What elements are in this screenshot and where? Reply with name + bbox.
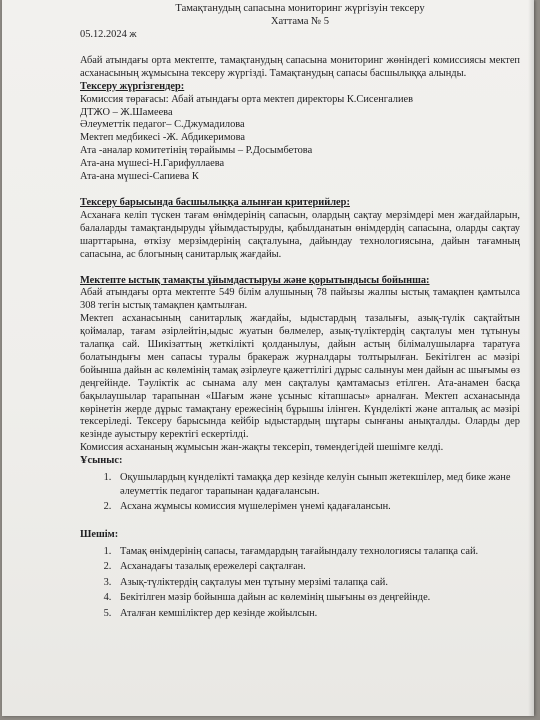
inspector-line: ДТЖО – Ж.Шамеева	[80, 106, 173, 118]
page-edge-shadow	[528, 0, 534, 716]
inspector-line: Ата -аналар комитетінің төрайымы – Р.Досымбетова	[80, 145, 313, 157]
inspector-line: Ата-ана мүшесі-Сапиева К	[80, 171, 199, 183]
organization-paragraph-1: Абай атындағы орта мектепте 549 білім алушының 78 пайызы жалпы ыстық тамақпен қамтылса 308 тегін ыстық тамақпен қамтылған.	[80, 287, 520, 312]
proposal-item: 2. Асхана жұмысы комиссия мүшелерімен үнемі қадағалансын.	[114, 500, 520, 514]
proposals-heading: Ұсыныс:	[80, 455, 123, 467]
decision-list	[80, 545, 520, 621]
decision-item: 2. Асханадағы тазалық ережелері сақталған.	[114, 560, 520, 574]
spacer	[80, 184, 520, 197]
criteria-paragraph: Асханаға келіп түскен тағам өнімдерінің сапасын, олардың сақтау мерзімдері мен жағдайларын, балаларды тамақтандыруды ұйымдастыруды, қабылданатын өнімдердің сапасына, оларды сақтау шарттарына, өткізу мерзімдерінің сақталуына, дайындау технологиясына, дайын тағамның сапасына, ас блогының санитарлық жағдайы.	[80, 209, 520, 260]
spacer	[80, 516, 520, 529]
spacer	[80, 262, 520, 275]
proposal-item: 1. Оқушылардың күнделікті тамаққа дер кезінде келуін сынып жетекшілер, мед бике және әлеуметтік педагог тарапынан қадағалансын.	[114, 471, 520, 498]
proposals-list	[80, 471, 520, 514]
protocol-number: Хаттама № 5	[270, 15, 330, 27]
document-page	[2, 0, 534, 716]
criteria-heading: Тексеру барысында басшылыққа алынған критерийлер:	[80, 196, 350, 208]
document-content	[80, 3, 520, 622]
organization-paragraph-2: Мектеп асханасының санитарлық жағдайы, ыдыстардың тазалығы, азық-түлік сақтайтын қоймалар, тағам әзірлейтін,ыдыс жуатын бөлмелер, азық-түліктердің сақталуы мен тұтынуы талапқа сай. Шикізаттың жеткілікті қолданылуы, дайын астың білімалушыларға таратуға болатындығы мен сапасы туралы бракераж журналдары толтырылған. Бекітілген ас мәзірі бойынша дайын ас көлемінің тамақ әзірлеуге қажеттілігі дұрыс салынуы мен дайын ас шығымы өз деңгейінде. Тәуліктік ас сынама алу мен сақталуы қамтамасыз етілген. Ата-анамен басқа бақылаушылар тарапынан «Шағым және ұсыныс кітапшасы» арналған. Мектеп асханасында көрінетін жерде дұрыс тамақтану ережесінің бұрышы ілінген. Күнделікті және апталық ас мәзірі тексеріледі. Тексеру барысында кейбір ыдыстардың шұтары сынғаны анықталды. Оларды дер кезінде ауыстыру керектігі ескертілді.	[80, 313, 520, 441]
inspector-line: Әлеуметтік педагог– С.Джумадилова	[80, 119, 245, 131]
document-title: Тамақтанудың сапасына мониторинг жүргізуін тексеру	[175, 3, 425, 14]
decision-heading: Шешім:	[80, 528, 119, 540]
inspector-line: Мектеп медбикесі -Ж. Абдикеримова	[80, 132, 246, 144]
decision-item: 4. Бекітілген мәзір бойынша дайын ас көлемінің шығыны өз деңгейінде.	[114, 591, 520, 605]
inspector-line: Ата-ана мүшесі-Н.Гарифуллаева	[80, 158, 225, 170]
decision-item: 3. Азық-түліктердің сақталуы мен тұтыну мерзімі талапқа сай.	[114, 576, 520, 590]
inspector-line: Комиссия төрағасы: Абай атындағы орта мектеп директоры К.Сисенгалиев	[80, 93, 414, 105]
inspectors-heading: Тексеру жүргізгендер:	[80, 80, 185, 92]
decision-item: 1. Тамақ өнімдерінің сапасы, тағамдардың тағайындалу технологиясы талапқа сай.	[114, 545, 520, 559]
organization-paragraph-3: Комиссия асхананың жұмысын жан-жақты тексеріп, төмендегідей шешімге келді.	[80, 442, 444, 454]
intro-paragraph: Абай атындағы орта мектепте, тамақтанудың сапасына мониторинг жөніндегі комиссиясы мектеп асханасының жұмысына тексеру жүргізді. Тамақтанудың сапасы басшылыққа алынды.	[80, 54, 520, 79]
document-date: 05.12.2024 ж	[80, 29, 137, 40]
organization-heading: Мектепте ыстық тамақты ұйымдастыруы және қорытындысы бойынша:	[80, 274, 430, 286]
decision-item: 5. Аталған кемшіліктер дер кезінде жойылсын.	[114, 607, 520, 621]
